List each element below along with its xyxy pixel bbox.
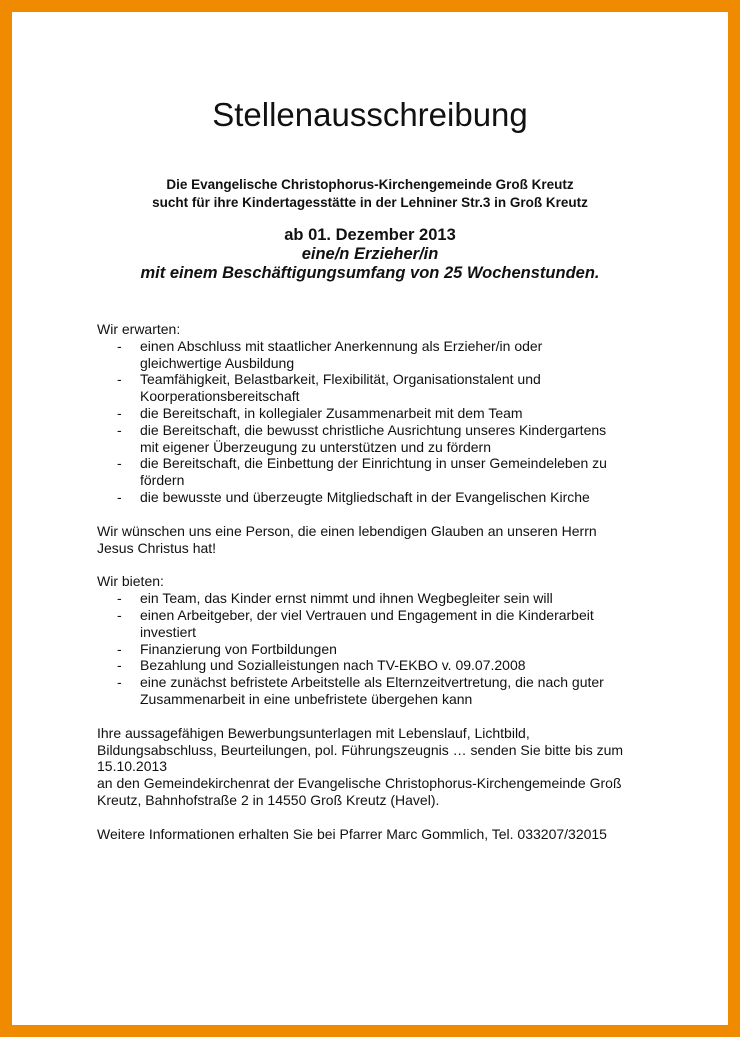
apply-line: Ihre aussagefähigen Bewerbungsunterlagen mit Lebenslauf, Lichtbild, [97,724,530,741]
list-item-text: ein Team, das Kinder ernst nimmt und ihnen Wegbegleiter sein will [140,590,553,607]
posting-body [97,321,697,843]
dash-bullet: - [117,640,122,657]
list-item-text: Koorperationsbereitschaft [140,388,300,405]
list-item [97,422,697,456]
list-item [97,674,697,708]
list-item-text: gleichwertige Ausbildung [140,354,295,371]
contact-info: Weitere Informationen erhalten Sie bei Pfarrer Marc Gommlich, Tel. 033207/32015 [97,825,607,842]
dash-bullet: - [117,674,122,691]
start-date: ab 01. Dezember 2013 [284,226,456,244]
employer-intro [0,176,740,212]
page-title: Stellenausschreibung [212,96,528,133]
apply-deadline: 15.10.2013 [97,758,168,775]
list-item [97,371,697,405]
list-item [97,489,697,506]
list-item-text: die Bereitschaft, die Einbettung der Einrichtung in unser Gemeindeleben zu [140,455,607,472]
dash-bullet: - [117,590,122,607]
wish-line-1: Wir wünschen uns eine Person, die einen lebendigen Glauben an unseren Herrn [97,522,597,539]
employer-line-2: sucht für ihre Kindertagesstätte in der Lehniner Str.3 in Groß Kreutz [152,195,588,210]
employer-line-1: Die Evangelische Christophorus-Kirchengemeinde Groß Kreutz [166,177,574,192]
list-item-text: eine zunächst befristete Arbeitstelle als Elternzeitvertretung, die nach guter [140,674,604,691]
apply-line: Bildungsabschluss, Beurteilungen, pol. Führungszeugnis … senden Sie bitte bis zum [97,741,624,758]
list-item [97,338,697,372]
application-paragraph [97,725,697,809]
list-item-text: Zusammenarbeit in eine unbefristete übergehen kann [140,690,473,707]
list-item-text: mit eigener Überzeugung zu unterstützen und zu fördern [140,438,491,455]
dash-bullet: - [117,421,122,438]
position-block [0,226,740,283]
work-scope: mit einem Beschäftigungsumfang von 25 Wochenstunden. [140,264,600,282]
list-item [97,607,697,641]
list-item [97,657,697,674]
wish-paragraph [97,523,697,557]
dash-bullet: - [117,488,122,505]
expect-heading: Wir erwarten: [97,321,181,337]
dash-bullet: - [117,371,122,388]
dash-bullet: - [117,455,122,472]
list-item-text: einen Arbeitgeber, der viel Vertrauen und Engagement in die Kinderarbeit [140,606,594,623]
role-title: eine/n Erzieher/in [301,245,439,263]
list-item-text: Finanzierung von Fortbildungen [140,640,337,657]
apply-line: an den Gemeindekirchenrat der Evangelische Christophorus-Kirchengemeinde Groß [97,775,622,792]
apply-address: Kreutz, Bahnhofstraße 2 in 14550 Groß Kreutz (Havel). [97,791,440,808]
offer-list [97,590,697,708]
dash-bullet: - [117,657,122,674]
list-item [97,641,697,658]
list-item-text: die bewusste und überzeugte Mitgliedschaft in der Evangelischen Kirche [140,488,590,505]
expect-list [97,338,697,506]
wish-line-2: Jesus Christus hat! [97,539,217,556]
list-item [97,405,697,422]
list-item-text: die Bereitschaft, die bewusst christliche Ausrichtung unseres Kindergartens [140,421,607,438]
list-item-text: einen Abschluss mit staatlicher Anerkennung als Erzieher/in oder [140,337,543,354]
list-item-text: die Bereitschaft, in kollegialer Zusammenarbeit mit dem Team [140,404,523,421]
list-item-text: Teamfähigkeit, Belastbarkeit, Flexibilität, Organisationstalent und [140,371,541,388]
dash-bullet: - [117,337,122,354]
list-item [97,590,697,607]
dash-bullet: - [117,606,122,623]
list-item-text: Bezahlung und Sozialleistungen nach TV-EKBO v. 09.07.2008 [140,657,526,674]
list-item-text: investiert [140,623,197,640]
dash-bullet: - [117,404,122,421]
list-item-text: fördern [140,472,185,489]
offer-heading: Wir bieten: [97,573,164,590]
list-item [97,455,697,489]
